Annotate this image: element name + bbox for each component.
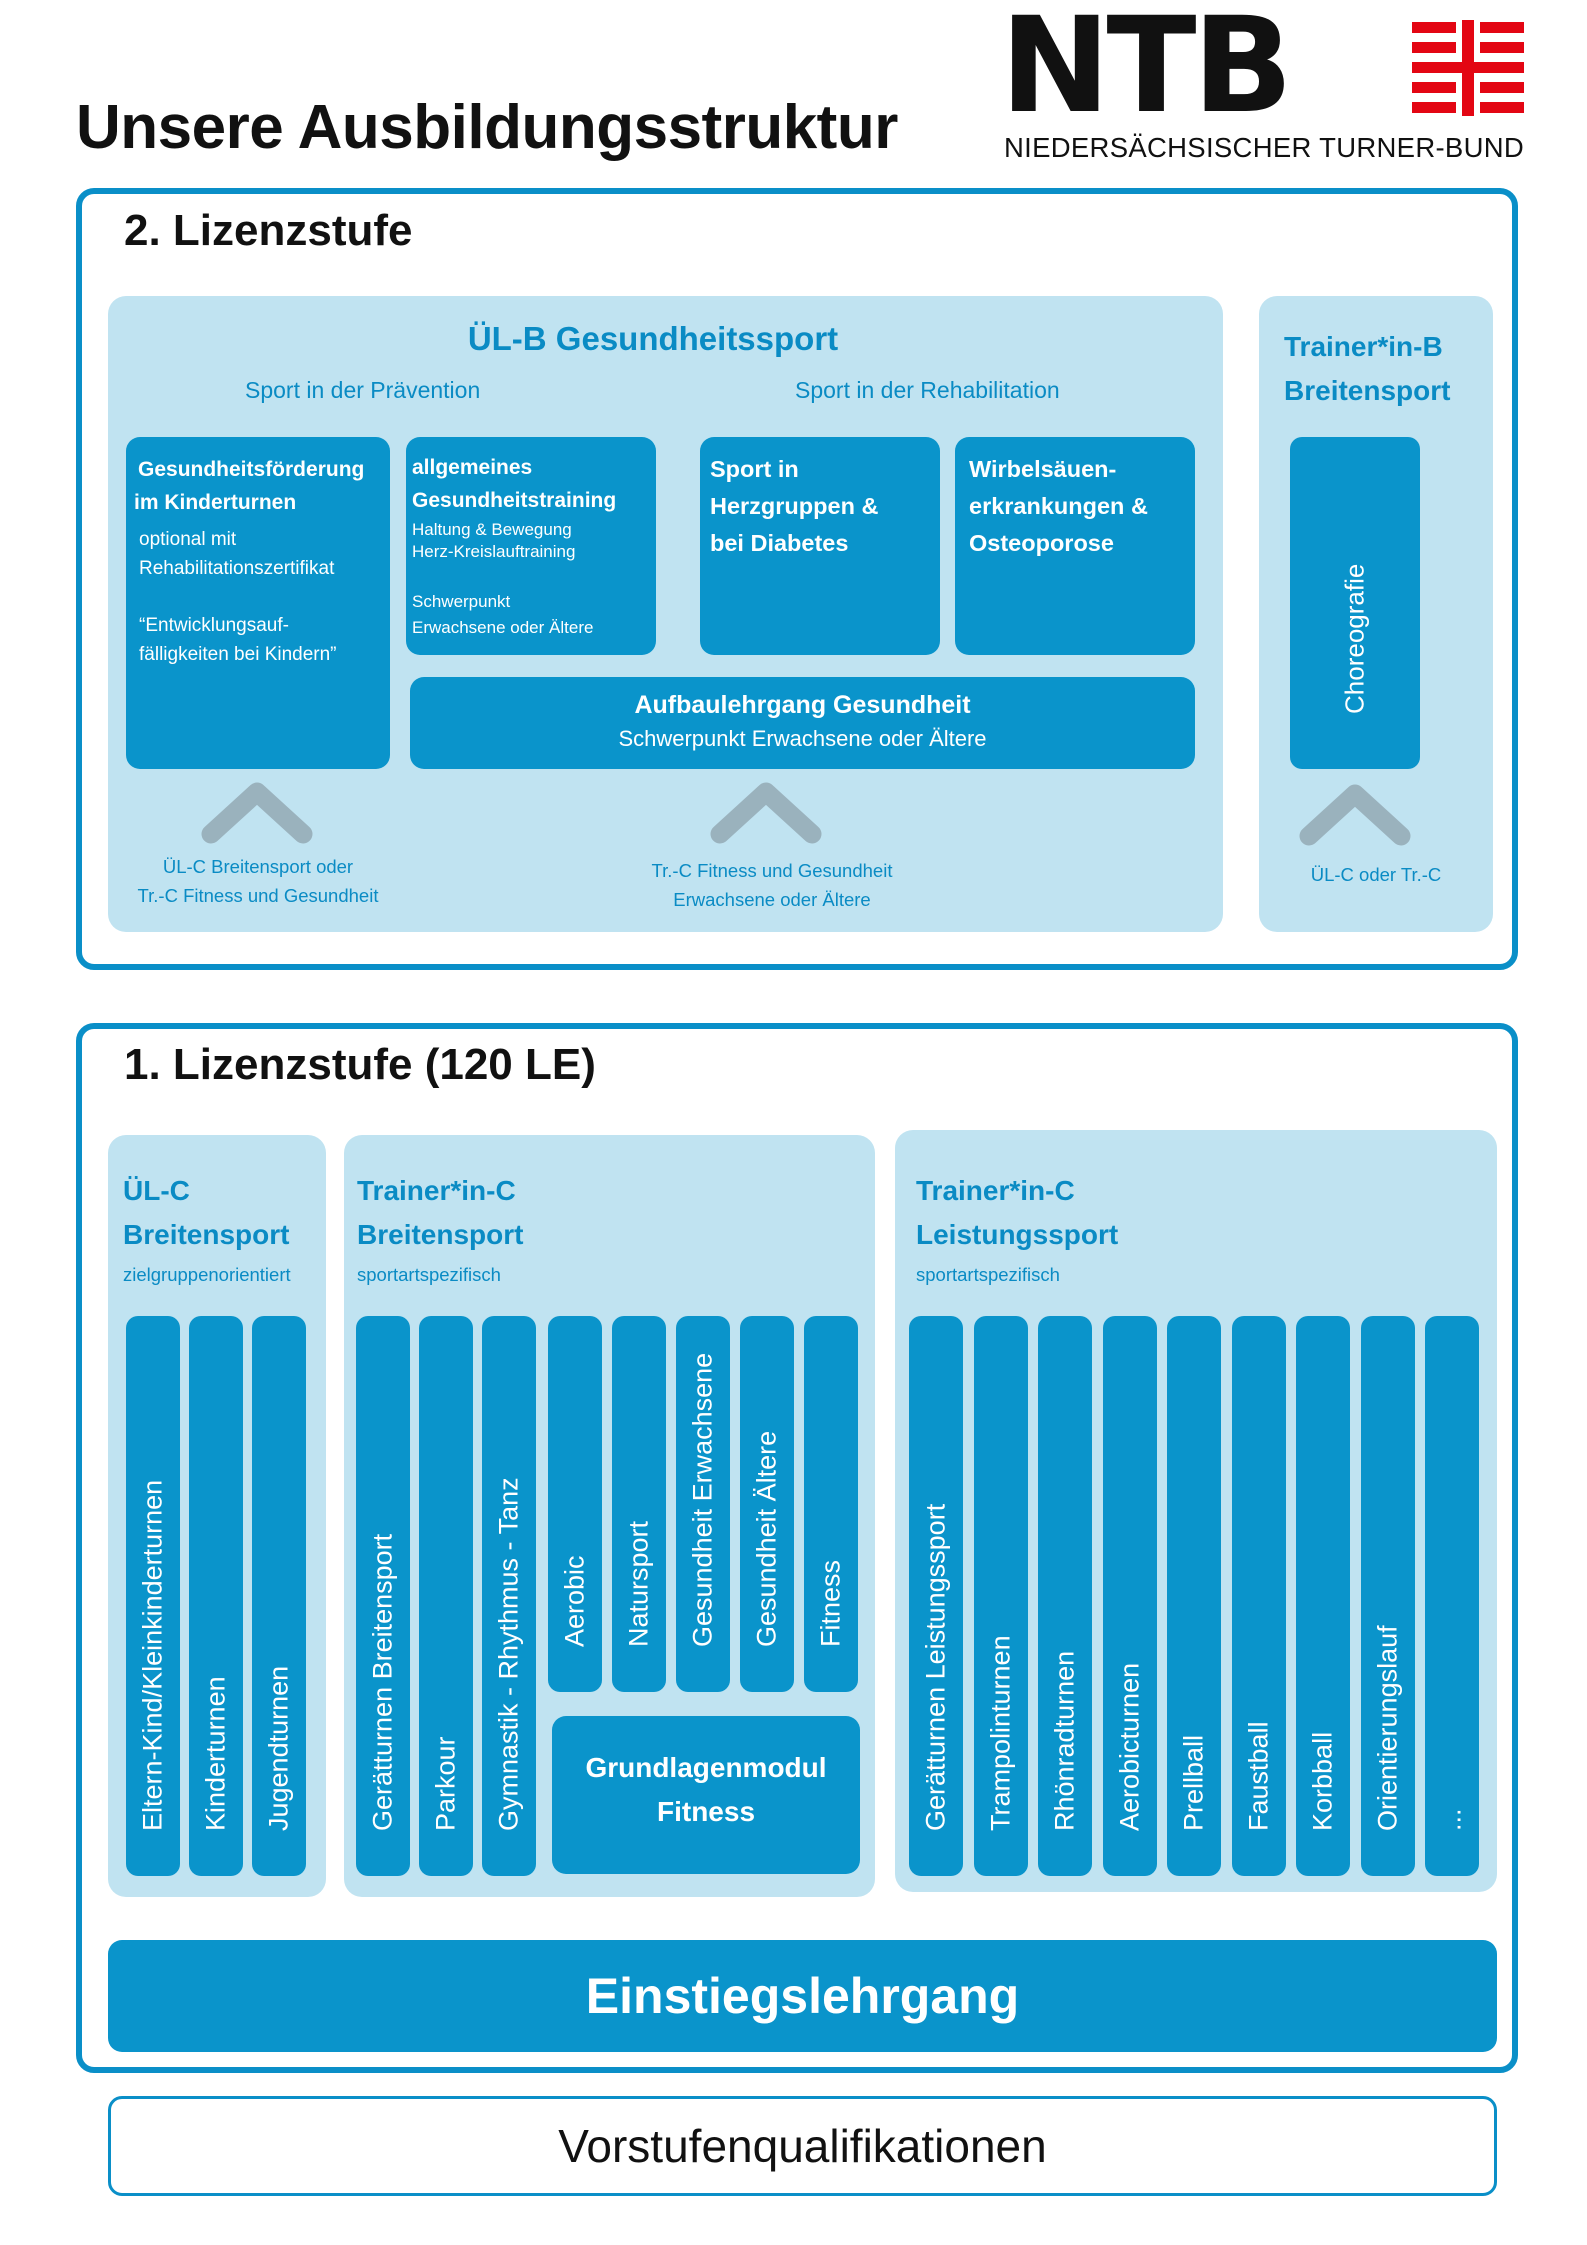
- wirbelsaeule-osteoporose-box: [955, 437, 1195, 655]
- page-title: Unsere Ausbildungsstruktur: [76, 93, 898, 162]
- trainer-b-title-2: Breitensport: [1284, 375, 1451, 406]
- allgemeines-gesundheitstraining-box: [406, 437, 656, 655]
- module-column-label: Korbball: [1307, 1731, 1338, 1831]
- herz-line-2: Herzgruppen &: [710, 493, 879, 519]
- herz-line-3: bei Diabetes: [710, 530, 849, 556]
- wirbel-line-3: Osteoporose: [969, 530, 1114, 556]
- kinder-quote-2: fälligkeiten bei Kindern”: [139, 644, 337, 665]
- logo-subtitle: NIEDERSÄCHSISCHER TURNER-BUND: [1004, 132, 1525, 163]
- module-column: [740, 1316, 794, 1692]
- module-column: [252, 1316, 306, 1876]
- tcl-title-1: Trainer*in-C: [916, 1175, 1075, 1206]
- choreografie-label: Choreografie: [1339, 563, 1370, 714]
- prevention-label: Sport in der Prävention: [245, 377, 481, 403]
- logo-ntb-text: NTB: [1000, 0, 1290, 143]
- tcb-subtitle: sportartspezifisch: [357, 1264, 501, 1285]
- ulb-title: ÜL-B Gesundheitssport: [467, 320, 839, 357]
- ntb-turnerkreuz-icon: [1412, 20, 1524, 116]
- kinder-title-1: Gesundheitsförderung: [138, 458, 365, 481]
- module-column: [482, 1316, 536, 1876]
- prereq-mid: [612, 856, 932, 914]
- tcb-title-2: Breitensport: [357, 1219, 524, 1250]
- aufbaulehrgang-gesundheit-box: [410, 677, 1195, 769]
- prereq-left: [108, 852, 408, 910]
- module-column: [612, 1316, 666, 1692]
- module-column-label: Parkour: [430, 1736, 461, 1831]
- kinder-optional-2: Rehabilitationszertifikat: [139, 558, 335, 579]
- module-column-label: Faustball: [1243, 1721, 1273, 1831]
- aufbau-subtitle: Schwerpunkt Erwachsene oder Ältere: [618, 726, 987, 751]
- module-column-label: Gesundheit Erwachsene: [687, 1352, 718, 1647]
- choreografie-column: [1290, 437, 1420, 769]
- module-column: [1232, 1316, 1286, 1876]
- herz-line-1: Sport in: [710, 456, 799, 482]
- allgemein-title-2: Gesundheitstraining: [412, 489, 617, 512]
- allgemein-line-1: Haltung & Bewegung: [412, 520, 572, 539]
- prereq-mid-line-2: Erwachsene oder Ältere: [673, 889, 871, 910]
- module-column-label: Rhönradturnen: [1049, 1650, 1080, 1831]
- herzgruppen-diabetes-box: [700, 437, 940, 655]
- module-column-label: Aerobicturnen: [1114, 1662, 1144, 1831]
- allgemein-line-4: Erwachsene oder Ältere: [412, 618, 594, 637]
- allgemein-line-2: Herz-Kreislauftraining: [412, 542, 576, 561]
- module-column: [356, 1316, 410, 1876]
- module-column: [804, 1316, 858, 1692]
- einstiegslehrgang-bar: [108, 1940, 1497, 2052]
- wirbel-line-1: Wirbelsäuen-: [969, 456, 1117, 482]
- ulc-subtitle: zielgruppenorientiert: [123, 1264, 291, 1285]
- kinder-quote-1: “Entwicklungsauf-: [139, 615, 289, 636]
- wirbel-line-2: erkrankungen &: [969, 493, 1148, 519]
- module-column-label: Prellball: [1178, 1734, 1209, 1831]
- module-column: [1425, 1316, 1479, 1876]
- module-column: [126, 1316, 180, 1876]
- module-column: [1296, 1316, 1350, 1876]
- chevron-up-icon: [197, 774, 317, 844]
- module-column-label: Gerätturnen Breitensport: [367, 1533, 398, 1831]
- module-column-label: Kinderturnen: [200, 1676, 231, 1831]
- prereq-mid-line-1: Tr.-C Fitness und Gesundheit: [651, 860, 893, 881]
- module-column: [909, 1316, 963, 1876]
- module-column-label: Natursport: [623, 1520, 654, 1647]
- vorstufenqualifikationen-box: [108, 2096, 1497, 2196]
- module-column-label: Fitness: [815, 1559, 846, 1647]
- kinderturnen-gesundheit-box: [126, 437, 390, 769]
- einstiegslehrgang-label: Einstiegslehrgang: [585, 1968, 1020, 2024]
- trainer-b-title-1: Trainer*in-B: [1284, 331, 1443, 362]
- module-column: [419, 1316, 473, 1876]
- vorstufenqualifikationen-label: Vorstufenqualifikationen: [558, 2120, 1047, 2172]
- grundlagenmodul-fitness-box: [552, 1716, 860, 1874]
- allgemein-line-3: Schwerpunkt: [412, 592, 511, 611]
- kinder-optional-1: optional mit: [139, 529, 237, 550]
- chevron-up-icon: [706, 774, 826, 844]
- rehabilitation-label: Sport in der Rehabilitation: [795, 377, 1060, 403]
- chevron-up-icon: [1295, 776, 1415, 846]
- trainer-b-prereq: ÜL-C oder Tr.-C: [1310, 864, 1442, 885]
- module-column-label: Orientierungslauf: [1372, 1625, 1402, 1831]
- level2-title: 2. Lizenzstufe: [124, 206, 413, 255]
- grundlagen-line-1: Grundlagenmodul: [585, 1752, 827, 1783]
- tcl-title-2: Leistungssport: [916, 1219, 1119, 1250]
- aufbau-title: Aufbaulehrgang Gesundheit: [634, 691, 971, 719]
- module-column: [1361, 1316, 1415, 1876]
- ulc-title-2: Breitensport: [123, 1219, 290, 1250]
- module-column-label: Gymnastik - Rhythmus - Tanz: [493, 1477, 524, 1831]
- module-column: [1038, 1316, 1092, 1876]
- tcb-title-1: Trainer*in-C: [357, 1175, 516, 1206]
- module-column: [1167, 1316, 1221, 1876]
- tcl-subtitle: sportartspezifisch: [916, 1264, 1060, 1285]
- prereq-left-line-1: ÜL-C Breitensport oder: [162, 856, 354, 877]
- allgemein-title-1: allgemeines: [412, 456, 533, 479]
- module-column: [189, 1316, 243, 1876]
- kinder-title-2: im Kinderturnen: [134, 491, 297, 514]
- module-column-label: Gerätturnen Leistungssport: [920, 1503, 951, 1831]
- level1-title: 1. Lizenzstufe (120 LE): [124, 1040, 596, 1089]
- module-column: [1103, 1316, 1157, 1876]
- prereq-left-line-2: Tr.-C Fitness und Gesundheit: [137, 885, 379, 906]
- module-column-label: ...: [1436, 1808, 1467, 1831]
- module-column: [974, 1316, 1028, 1876]
- module-column: [548, 1316, 602, 1692]
- grundlagen-line-2: Fitness: [656, 1796, 756, 1827]
- module-column-label: Aerobic: [559, 1555, 590, 1647]
- ulc-title-1: ÜL-C: [123, 1175, 190, 1206]
- module-column-label: Eltern-Kind/Kleinkinderturnen: [137, 1479, 168, 1831]
- module-column-label: Jugendturnen: [263, 1665, 294, 1831]
- module-column-label: Trampolinturnen: [985, 1635, 1015, 1831]
- module-column: [676, 1316, 730, 1692]
- module-column-label: Gesundheit Ältere: [751, 1430, 782, 1647]
